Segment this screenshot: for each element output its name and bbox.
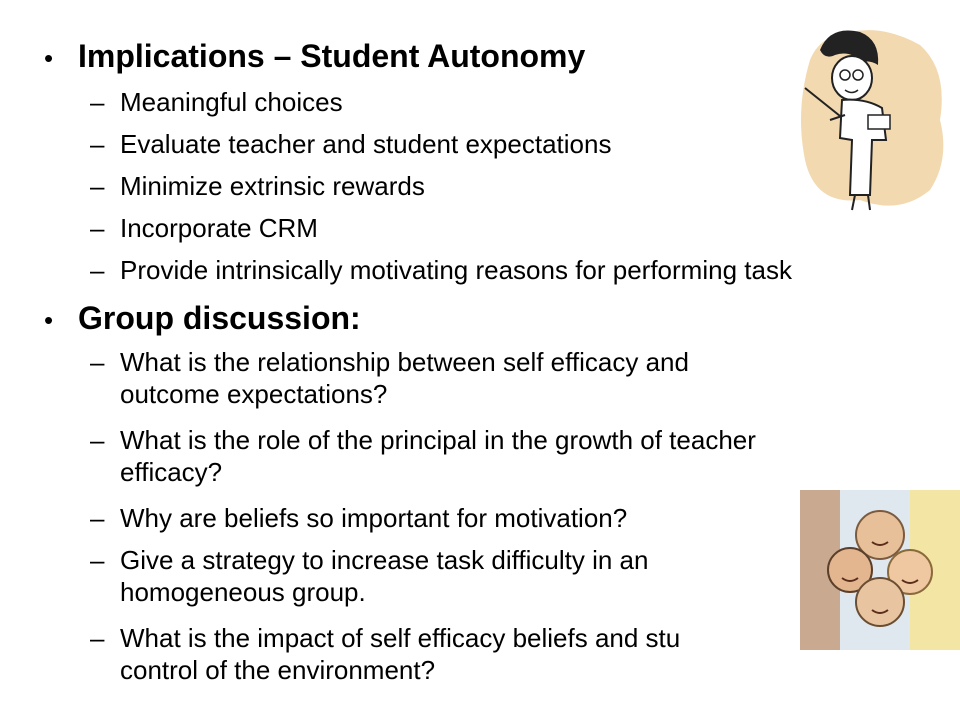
section-heading-row [44,302,361,334]
list-item-text: Meaningful choices [120,87,343,117]
list-item-line: efficacy? [120,457,223,487]
list-item-text [120,622,820,686]
list-item [90,424,940,488]
section-heading: Implications – Student Autonomy [78,38,586,74]
list-item-line: Give a strategy to increase task difficulty in an [120,545,649,575]
list-item-line: What is the impact of self efficacy beliefs and stu [120,623,681,653]
list-item-line: Why are beliefs so important for motivation? [120,503,628,533]
list-item-line: control of the environment? [120,655,436,685]
dash-icon: – [90,171,105,201]
list-item-line: homogeneous group. [120,577,366,607]
group-photo-icon [800,490,960,650]
dash-icon: – [90,425,105,455]
list-item [90,622,820,686]
list-item [90,254,940,286]
dash-icon: – [90,623,105,653]
dash-icon: – [90,87,105,117]
dash-icon: – [90,347,105,377]
list-item [90,346,940,410]
list-item-text: Incorporate CRM [120,213,318,243]
list-item-line: What is the role of the principal in the growth of teacher [120,425,756,455]
list-item-text: Minimize extrinsic rewards [120,171,425,201]
teacher-clipart-icon [790,20,950,220]
dash-icon: – [90,503,105,533]
dash-icon: – [90,545,105,575]
list-item-text [120,424,940,488]
dash-icon: – [90,213,105,243]
list-item-text [120,544,820,608]
list-item-text: Provide intrinsically motivating reasons for performing task [120,255,792,285]
list-item-line: outcome expectations? [120,379,388,409]
dash-icon: – [90,255,105,285]
list-item-line: What is the relationship between self efficacy and [120,347,689,377]
list-item-text [120,346,940,410]
dash-icon: – [90,129,105,159]
list-item-text: Evaluate teacher and student expectations [120,129,612,159]
list-item [90,544,820,608]
bullet-icon: • [44,43,54,73]
section-heading: Group discussion: [78,300,361,336]
bullet-icon: • [44,305,54,335]
section-heading-row [44,40,585,72]
